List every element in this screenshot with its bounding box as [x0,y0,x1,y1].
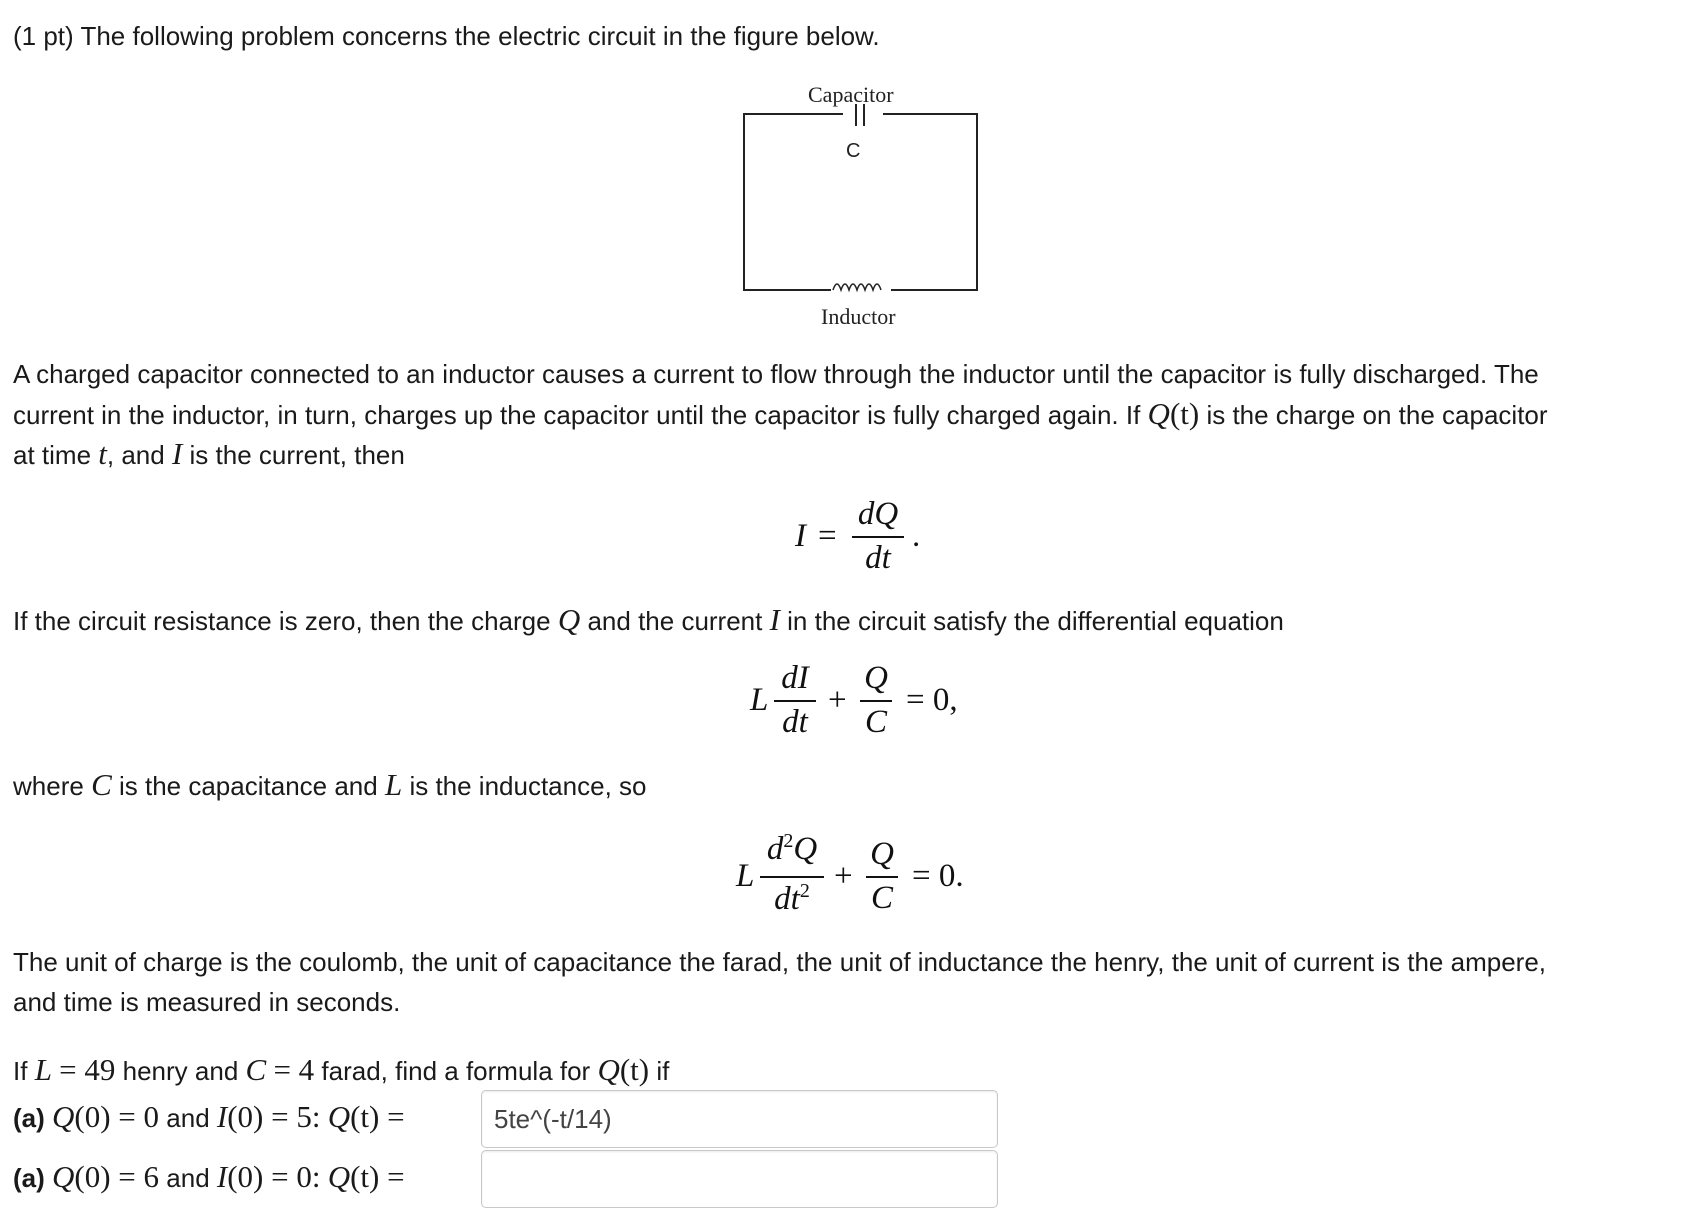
intro-text: The following problem concerns the electric circuit in the figure below. [80,21,880,51]
question-prompt: If L = 49 henry and C = 4 farad, find a formula for Q(t) if [13,1052,670,1087]
problem-header [13,16,880,56]
answer-input-part-2[interactable] [481,1150,998,1208]
equation-current-definition: I = dQ dt . [795,496,921,576]
capacitor-label: Capacitor [808,82,894,107]
capacitor-symbol: C [846,140,861,162]
points-label: (1 pt) [13,21,74,51]
paragraph-1-line-3: at time t, and I is the current, then [13,436,405,471]
answer-input-part-1[interactable] [481,1090,998,1148]
paragraph-4-line-1: The unit of charge is the coulomb, the unit of capacitance the farad, the unit of inductance the henry, the unit of current is the ampere, [13,947,1546,977]
circuit-figure [743,82,981,329]
inductor-label: Inductor [821,304,896,329]
charge-symbol: Q [1147,396,1170,431]
part-1-label: (a) Q(0) = 0 and I(0) = 5: Q(t) = [13,1099,405,1134]
paragraph-4-line-2: and time is measured in seconds. [13,987,401,1017]
equation-circuit-de: L dI dt + Q C = 0, [750,660,958,740]
paragraph-1-line-2: current in the inductor, in turn, charges up the capacitor until the capacitor is fully charged again. If Q(t) is the charge on the capacitor [13,396,1548,431]
circuit-diagram [743,82,981,326]
part-2-label: (a) Q(0) = 6 and I(0) = 0: Q(t) = [13,1159,405,1194]
paragraph-2: If the circuit resistance is zero, then the charge Q and the current I in the circuit satisfy the differential equation [13,602,1284,637]
paragraph-3: where C is the capacitance and L is the inductance, so [13,767,647,802]
equation-second-order-de: L $d^2Q$ $dt^2$ + Q C = 0. [736,830,964,917]
paragraph-1-line-1: A charged capacitor connected to an inductor causes a current to flow through the inductor until the capacitor is fully discharged. The [13,359,1539,389]
